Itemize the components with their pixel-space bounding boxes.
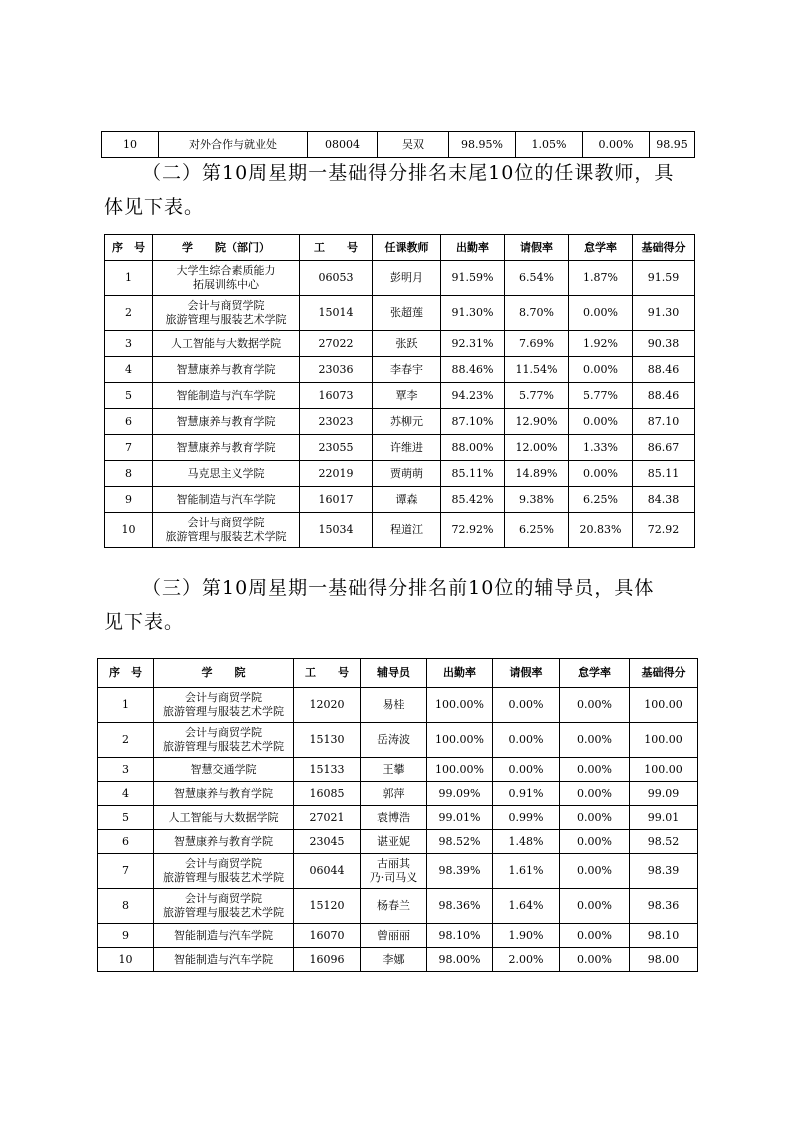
cell-score: 85.11	[633, 461, 695, 487]
header-counselor: 辅导员	[361, 659, 427, 688]
cell-attendance: 100.00%	[427, 723, 493, 758]
cell-attendance: 98.52%	[427, 830, 493, 854]
cell-id: 06053	[300, 261, 373, 296]
cell-attendance: 94.23%	[441, 383, 505, 409]
cell-score: 90.38	[633, 331, 695, 357]
cell-absent: 0.00%	[560, 806, 630, 830]
cell-id: 23036	[300, 357, 373, 383]
cell-dept: 对外合作与就业处	[159, 132, 308, 158]
cell-dept-line: 旅游管理与服装艺术学院	[163, 705, 284, 718]
cell-absent: 20.83%	[569, 513, 633, 548]
cell-name-line: 郭萍	[382, 786, 405, 800]
cell-name-line: 乃·司马义	[369, 871, 418, 884]
cell-leave: 1.48%	[493, 830, 560, 854]
cell-name: 贾萌萌	[373, 461, 441, 487]
cell-dept-line: 人工智能与大数据学院	[168, 810, 279, 824]
cell-name-line: 李娜	[382, 952, 405, 966]
header-dept: 学 院	[154, 659, 294, 688]
cell-absent: 0.00%	[569, 409, 633, 435]
cell-no: 2	[98, 723, 154, 758]
table-row	[105, 487, 695, 513]
cell-absent: 0.00%	[560, 924, 630, 948]
cell-no: 6	[98, 830, 154, 854]
cell-id: 08004	[308, 132, 378, 158]
cell-dept-line: 会计与商贸学院	[187, 299, 265, 312]
cell-dept-line: 智慧康养与教育学院	[176, 414, 276, 428]
header-no: 序 号	[98, 659, 154, 688]
cell-dept	[153, 409, 300, 435]
cell-dept	[153, 513, 300, 548]
cell-name	[361, 723, 427, 758]
cell-no: 8	[105, 461, 153, 487]
cell-score: 88.46	[633, 357, 695, 383]
cell-score: 100.00	[630, 688, 698, 723]
cell-dept-line: 智慧康养与教育学院	[174, 834, 273, 848]
cell-name	[361, 854, 427, 889]
cell-absent: 0.00%	[569, 357, 633, 383]
cell-dept-line: 智慧康养与教育学院	[176, 362, 276, 376]
cell-dept	[154, 854, 294, 889]
cell-dept	[154, 889, 294, 924]
cell-attendance: 98.00%	[427, 948, 493, 972]
cell-dept	[153, 261, 300, 296]
counselor-table-body	[98, 688, 698, 972]
previous-table-last-row	[101, 131, 695, 158]
cell-no: 1	[105, 261, 153, 296]
table-row	[105, 513, 695, 548]
header-no: 序 号	[105, 235, 153, 261]
cell-no: 4	[105, 357, 153, 383]
cell-score: 91.59	[633, 261, 695, 296]
cell-id: 16070	[294, 924, 361, 948]
cell-attendance: 91.30%	[441, 296, 505, 331]
table-row	[102, 132, 695, 158]
cell-dept	[154, 830, 294, 854]
section-3-line-2: 见下表。	[104, 611, 185, 633]
cell-score: 99.09	[630, 782, 698, 806]
cell-id: 12020	[294, 688, 361, 723]
cell-name: 李春宇	[373, 357, 441, 383]
cell-dept-line: 旅游管理与服装艺术学院	[165, 530, 287, 543]
cell-no: 2	[105, 296, 153, 331]
cell-attendance: 88.46%	[441, 357, 505, 383]
cell-score: 98.52	[630, 830, 698, 854]
header-leave: 请假率	[505, 235, 569, 261]
header-row	[98, 659, 698, 688]
cell-id: 15014	[300, 296, 373, 331]
cell-score: 84.38	[633, 487, 695, 513]
table-row	[98, 948, 698, 972]
cell-attendance: 99.01%	[427, 806, 493, 830]
cell-name: 苏柳元	[373, 409, 441, 435]
cell-no: 3	[98, 758, 154, 782]
section-2-line-1: （二）第10周星期一基础得分排名末尾10位的任课教师，具	[142, 162, 675, 184]
cell-no: 4	[98, 782, 154, 806]
cell-dept-line: 智能制造与汽车学院	[174, 928, 273, 942]
cell-dept-line: 大学生综合素质能力	[176, 264, 276, 277]
cell-leave: 1.64%	[493, 889, 560, 924]
cell-attendance: 72.92%	[441, 513, 505, 548]
cell-dept	[154, 924, 294, 948]
cell-absent: 5.77%	[569, 383, 633, 409]
cell-dept	[153, 487, 300, 513]
cell-name: 谭森	[373, 487, 441, 513]
table-row	[98, 889, 698, 924]
cell-id: 16096	[294, 948, 361, 972]
cell-leave: 1.05%	[516, 132, 583, 158]
cell-no: 10	[105, 513, 153, 548]
cell-id: 15120	[294, 889, 361, 924]
cell-dept-line: 旅游管理与服装艺术学院	[163, 871, 284, 884]
cell-absent: 0.00%	[560, 782, 630, 806]
cell-name: 彭明月	[373, 261, 441, 296]
cell-id: 15133	[294, 758, 361, 782]
cell-leave: 0.00%	[493, 723, 560, 758]
section-2-heading	[104, 158, 704, 222]
cell-id: 23023	[300, 409, 373, 435]
cell-attendance: 91.59%	[441, 261, 505, 296]
cell-attendance: 98.39%	[427, 854, 493, 889]
cell-name: 许维进	[373, 435, 441, 461]
cell-score: 99.01	[630, 806, 698, 830]
cell-dept	[154, 758, 294, 782]
cell-leave: 9.38%	[505, 487, 569, 513]
cell-id: 23055	[300, 435, 373, 461]
table-row	[105, 383, 695, 409]
header-row	[105, 235, 695, 261]
cell-score: 98.39	[630, 854, 698, 889]
cell-attendance: 92.31%	[441, 331, 505, 357]
cell-name: 张超莲	[373, 296, 441, 331]
cell-no: 7	[98, 854, 154, 889]
table-row	[105, 331, 695, 357]
table-row	[105, 409, 695, 435]
cell-name-line: 曾丽丽	[377, 928, 410, 942]
cell-dept-line: 会计与商贸学院	[187, 516, 265, 529]
table-row	[105, 435, 695, 461]
cell-leave: 0.99%	[493, 806, 560, 830]
cell-leave: 12.90%	[505, 409, 569, 435]
cell-id: 16017	[300, 487, 373, 513]
cell-id: 15130	[294, 723, 361, 758]
cell-leave: 1.90%	[493, 924, 560, 948]
header-score: 基础得分	[633, 235, 695, 261]
cell-absent: 0.00%	[560, 889, 630, 924]
counselor-ranking-table	[97, 658, 698, 972]
cell-dept	[154, 688, 294, 723]
cell-name	[361, 782, 427, 806]
cell-leave: 11.54%	[505, 357, 569, 383]
cell-no: 6	[105, 409, 153, 435]
cell-absent: 0.00%	[569, 461, 633, 487]
cell-leave: 14.89%	[505, 461, 569, 487]
cell-dept-line: 会计与商贸学院	[185, 726, 262, 739]
cell-score: 98.36	[630, 889, 698, 924]
cell-no: 3	[105, 331, 153, 357]
table-row	[105, 461, 695, 487]
cell-dept-line: 智慧交通学院	[190, 762, 257, 776]
cell-dept	[153, 357, 300, 383]
cell-no: 10	[102, 132, 159, 158]
cell-attendance: 85.11%	[441, 461, 505, 487]
cell-dept-line: 会计与商贸学院	[185, 857, 262, 870]
cell-name-line: 谌亚妮	[377, 834, 410, 848]
cell-absent: 0.00%	[560, 723, 630, 758]
cell-absent: 1.33%	[569, 435, 633, 461]
cell-leave: 6.54%	[505, 261, 569, 296]
cell-leave: 2.00%	[493, 948, 560, 972]
cell-dept	[153, 461, 300, 487]
cell-attendance: 100.00%	[427, 688, 493, 723]
cell-score: 98.10	[630, 924, 698, 948]
cell-attendance: 98.36%	[427, 889, 493, 924]
cell-dept-line: 旅游管理与服装艺术学院	[163, 740, 284, 753]
cell-no: 10	[98, 948, 154, 972]
table-row	[98, 782, 698, 806]
cell-name: 张跃	[373, 331, 441, 357]
cell-attendance: 87.10%	[441, 409, 505, 435]
cell-dept	[153, 331, 300, 357]
header-id: 工 号	[300, 235, 373, 261]
table-row	[98, 806, 698, 830]
cell-dept	[154, 806, 294, 830]
cell-name-line: 古丽其	[377, 857, 410, 870]
cell-name	[361, 758, 427, 782]
table-row	[105, 261, 695, 296]
teacher-ranking-table	[104, 234, 695, 548]
cell-name	[361, 889, 427, 924]
cell-id: 15034	[300, 513, 373, 548]
cell-no: 1	[98, 688, 154, 723]
cell-dept-line: 会计与商贸学院	[185, 892, 262, 905]
header-teacher: 任课教师	[373, 235, 441, 261]
cell-id: 16073	[300, 383, 373, 409]
header-absent: 怠学率	[560, 659, 630, 688]
cell-name	[361, 924, 427, 948]
cell-score: 98.00	[630, 948, 698, 972]
cell-leave: 7.69%	[505, 331, 569, 357]
cell-name-line: 易桂	[382, 698, 405, 711]
cell-id: 27021	[294, 806, 361, 830]
cell-dept-line: 智能制造与汽车学院	[174, 952, 273, 966]
cell-dept-line: 智能制造与汽车学院	[176, 388, 276, 402]
cell-score: 88.46	[633, 383, 695, 409]
table-row	[98, 854, 698, 889]
cell-dept	[154, 723, 294, 758]
cell-no: 5	[98, 806, 154, 830]
cell-attendance: 100.00%	[427, 758, 493, 782]
cell-id: 06044	[294, 854, 361, 889]
cell-leave: 12.00%	[505, 435, 569, 461]
cell-score: 98.95	[650, 132, 695, 158]
cell-absent: 0.00%	[560, 948, 630, 972]
cell-dept-line: 智能制造与汽车学院	[176, 492, 276, 506]
table-row	[98, 830, 698, 854]
cell-dept-line: 拓展训练中心	[193, 278, 259, 291]
cell-name	[361, 688, 427, 723]
cell-absent: 0.00%	[560, 830, 630, 854]
cell-score: 100.00	[630, 758, 698, 782]
cell-score: 91.30	[633, 296, 695, 331]
table-row	[98, 688, 698, 723]
cell-attendance: 85.42%	[441, 487, 505, 513]
cell-name	[361, 830, 427, 854]
cell-dept-line: 旅游管理与服装艺术学院	[165, 313, 287, 326]
cell-absent: 0.00%	[560, 758, 630, 782]
cell-attendance: 99.09%	[427, 782, 493, 806]
table-row	[98, 924, 698, 948]
header-leave: 请假率	[493, 659, 560, 688]
cell-absent: 6.25%	[569, 487, 633, 513]
cell-dept	[153, 383, 300, 409]
cell-score: 86.67	[633, 435, 695, 461]
cell-score: 100.00	[630, 723, 698, 758]
cell-id: 16085	[294, 782, 361, 806]
header-absent: 怠学率	[569, 235, 633, 261]
cell-id: 27022	[300, 331, 373, 357]
cell-name	[361, 806, 427, 830]
cell-absent: 0.00%	[560, 854, 630, 889]
cell-dept-line: 马克思主义学院	[187, 466, 265, 480]
cell-dept	[154, 782, 294, 806]
cell-dept-line: 旅游管理与服装艺术学院	[163, 906, 284, 919]
cell-no: 5	[105, 383, 153, 409]
cell-score: 87.10	[633, 409, 695, 435]
table-row	[105, 296, 695, 331]
table-row	[98, 723, 698, 758]
cell-name	[361, 948, 427, 972]
cell-id: 22019	[300, 461, 373, 487]
cell-absent: 1.87%	[569, 261, 633, 296]
cell-no: 8	[98, 889, 154, 924]
cell-id: 23045	[294, 830, 361, 854]
cell-absent: 0.00%	[583, 132, 650, 158]
cell-dept-line: 人工智能与大数据学院	[171, 336, 281, 350]
cell-score: 72.92	[633, 513, 695, 548]
header-attendance: 出勤率	[427, 659, 493, 688]
cell-leave: 0.00%	[493, 758, 560, 782]
header-attendance: 出勤率	[441, 235, 505, 261]
cell-dept	[153, 435, 300, 461]
table-row	[105, 357, 695, 383]
cell-name: 程道江	[373, 513, 441, 548]
cell-attendance: 98.95%	[449, 132, 516, 158]
cell-dept	[154, 948, 294, 972]
section-2-line-2: 体见下表。	[104, 196, 205, 218]
cell-leave: 6.25%	[505, 513, 569, 548]
cell-leave: 5.77%	[505, 383, 569, 409]
cell-attendance: 88.00%	[441, 435, 505, 461]
section-3-heading	[104, 573, 704, 637]
cell-name-line: 袁博浩	[377, 810, 410, 824]
cell-name: 覃李	[373, 383, 441, 409]
cell-no: 7	[105, 435, 153, 461]
cell-leave: 1.61%	[493, 854, 560, 889]
cell-dept-line: 智慧康养与教育学院	[176, 440, 276, 454]
table-row	[98, 758, 698, 782]
teacher-table-body	[105, 261, 695, 548]
cell-absent: 1.92%	[569, 331, 633, 357]
cell-attendance: 98.10%	[427, 924, 493, 948]
header-id: 工 号	[294, 659, 361, 688]
cell-no: 9	[98, 924, 154, 948]
cell-leave: 0.00%	[493, 688, 560, 723]
cell-leave: 8.70%	[505, 296, 569, 331]
section-3-line-1: （三）第10周星期一基础得分排名前10位的辅导员，具体	[142, 577, 655, 599]
cell-name-line: 杨春兰	[377, 899, 410, 912]
cell-name-line: 岳涛波	[377, 733, 410, 746]
header-score: 基础得分	[630, 659, 698, 688]
cell-absent: 0.00%	[560, 688, 630, 723]
cell-leave: 0.91%	[493, 782, 560, 806]
cell-absent: 0.00%	[569, 296, 633, 331]
cell-dept-line: 会计与商贸学院	[185, 691, 262, 704]
cell-name-line: 王攀	[382, 762, 405, 776]
cell-dept-line: 智慧康养与教育学院	[174, 786, 273, 800]
cell-dept	[153, 296, 300, 331]
header-dept: 学 院（部门）	[153, 235, 300, 261]
cell-name: 吴双	[378, 132, 449, 158]
cell-no: 9	[105, 487, 153, 513]
